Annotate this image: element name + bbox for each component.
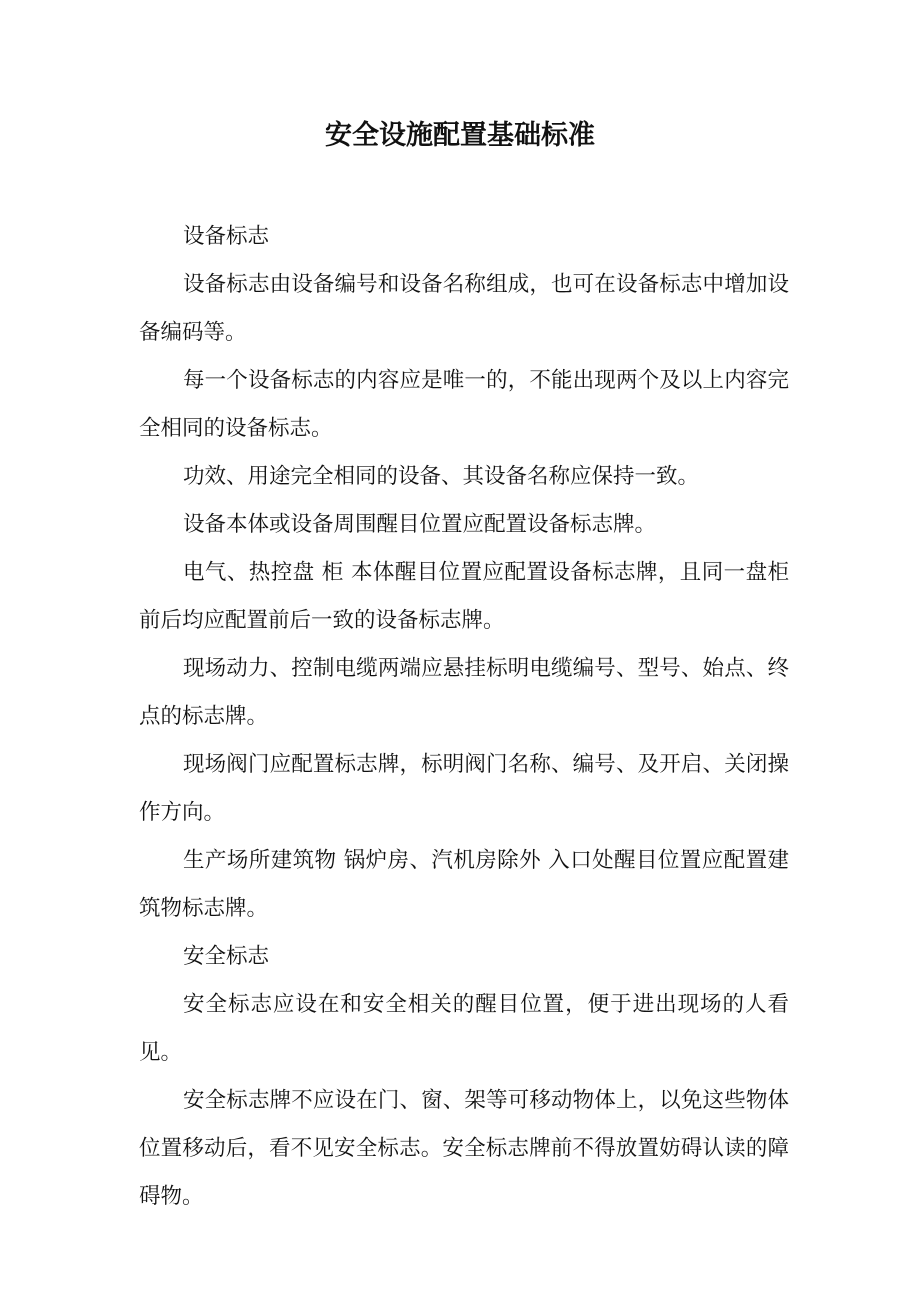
paragraph: 设备本体或设备周围醒目位置应配置设备标志牌。 xyxy=(183,512,657,537)
paragraph: 电气、热控盘 柜 本体醒目位置应配置设备标志牌，且同一盘柜 前后均应配置前后一致的设备标志牌。 xyxy=(139,560,789,633)
paragraph: 现场阀门应配置标志牌，标明阀门名称、编号、及开启、关闭操作方向。 xyxy=(139,752,789,825)
section-heading-equipment-sign: 设备标志 xyxy=(183,224,270,249)
document-title: 安全设施配置基础标准 xyxy=(325,120,595,151)
paragraph: 安全标志牌不应设在门、窗、架等可移动物体上，以免这些物体位置移动后，看不见安全标志。安全标志牌前不得放置妨碍认读的障碍物。 xyxy=(139,1088,789,1209)
document-body xyxy=(139,213,789,1221)
section-heading-safety-sign: 安全标志 xyxy=(183,944,270,969)
paragraph: 每一个设备标志的内容应是唯一的，不能出现两个及以上内容完全相同的设备标志。 xyxy=(139,368,789,441)
paragraph: 设备标志由设备编号和设备名称组成，也可在设备标志中增加设备编码等。 xyxy=(139,272,789,345)
paragraph: 功效、用途完全相同的设备、其设备名称应保持一致。 xyxy=(183,464,700,489)
paragraph: 生产场所建筑物 锅炉房、汽机房除外 入口处醒目位置应配置建筑物标志牌。 xyxy=(139,848,789,921)
paragraph: 安全标志应设在和安全相关的醒目位置，便于进出现场的人看见。 xyxy=(139,992,789,1065)
paragraph: 现场动力、控制电缆两端应悬挂标明电缆编号、型号、始点、终点的标志牌。 xyxy=(139,656,789,729)
